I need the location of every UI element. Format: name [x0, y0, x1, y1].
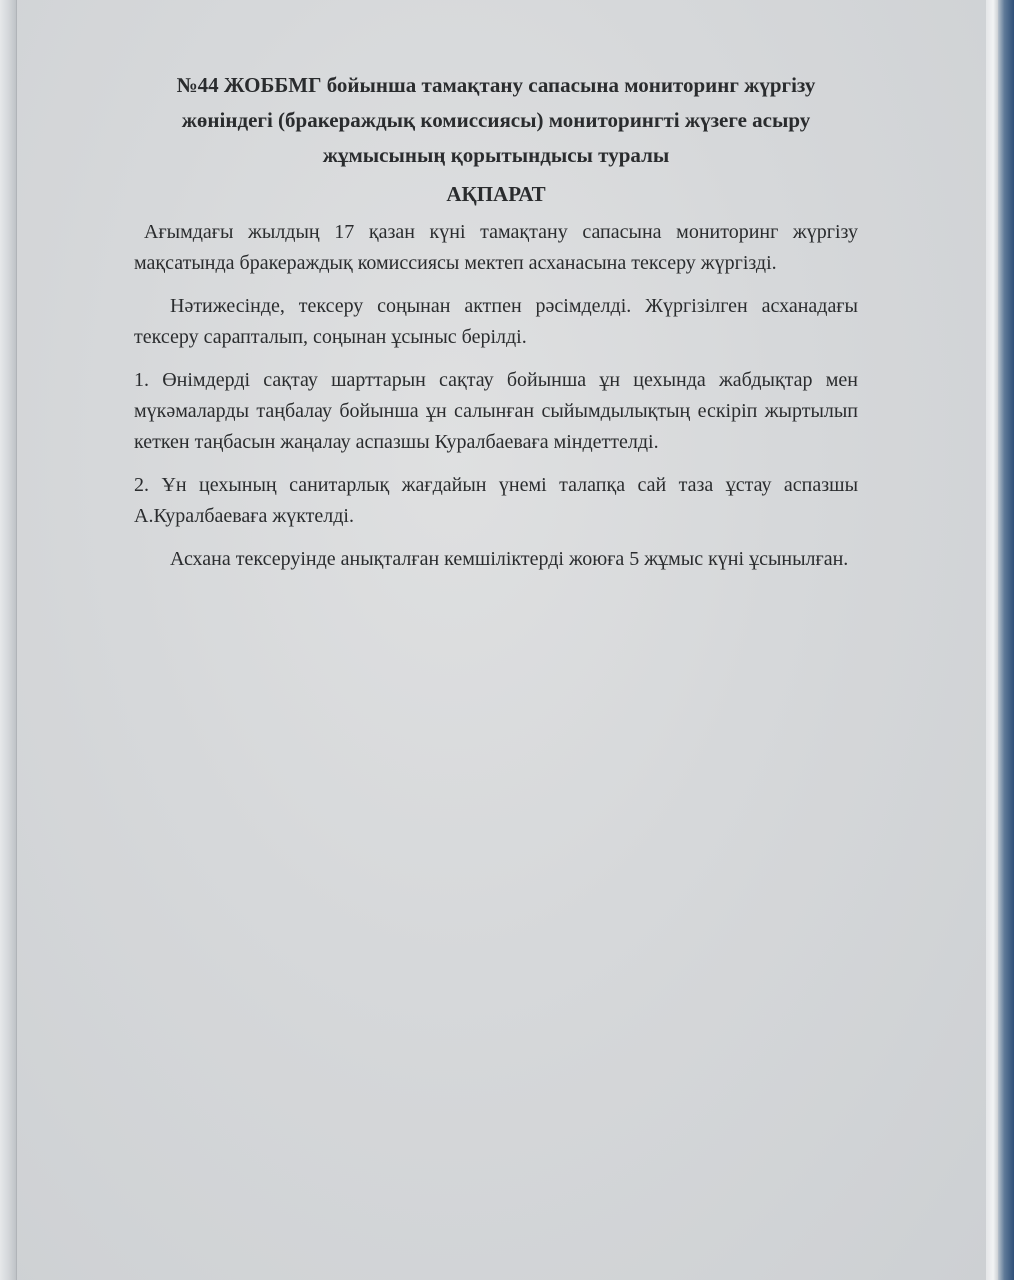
paragraph-item-2: 2. Ұн цехының санитарлық жағдайын үнемі талапқа сай таза ұстау аспазшы А.Куралбаеваға жүктелді. [134, 474, 858, 527]
paragraph-result: Нәтижесінде, тексеру соңынан актпен рәсімделді. Жүргізілген асханадағы тексеру сарапталып, соңынан ұсыныс берілді. [134, 295, 858, 348]
document-title-line-3: жұмысының қорытындысы туралы [322, 143, 670, 167]
paragraph-intro: Ағымдағы жылдың 17 қазан күні тамақтану сапасына мониторинг жүргізу мақсатында бракераждық комиссиясы мектеп асханасына тексеру жүргізді. [134, 221, 858, 274]
document-body [134, 68, 858, 587]
document-heading: АҚПАРАТ [446, 182, 546, 206]
paragraph-deadline: Асхана тексеруінде анықталған кемшіліктерді жоюға 5 жұмыс күні ұсынылған. [170, 548, 849, 570]
left-sleeve-edge [0, 0, 17, 1280]
document-title-line-1: №44 ЖОББМГ бойынша тамақтану сапасына мониторинг жүргізу [176, 73, 816, 97]
blue-folder-edge [998, 0, 1014, 1280]
document-title-line-2: жөніндегі (бракераждық комиссиясы) мониторингті жүзеге асыру [181, 108, 811, 132]
paragraph-item-1: 1. Өнімдерді сақтау шарттарын сақтау бойынша ұн цехында жабдықтар мен мүкәмаларды таңбалау бойынша ұн салынған сыйымдылықтың ескіріп жыртылып кеткен таңбасын жаңалау аспазшы Куралбаеваға міндеттелді. [134, 369, 858, 453]
right-sleeve-edge [986, 0, 998, 1280]
